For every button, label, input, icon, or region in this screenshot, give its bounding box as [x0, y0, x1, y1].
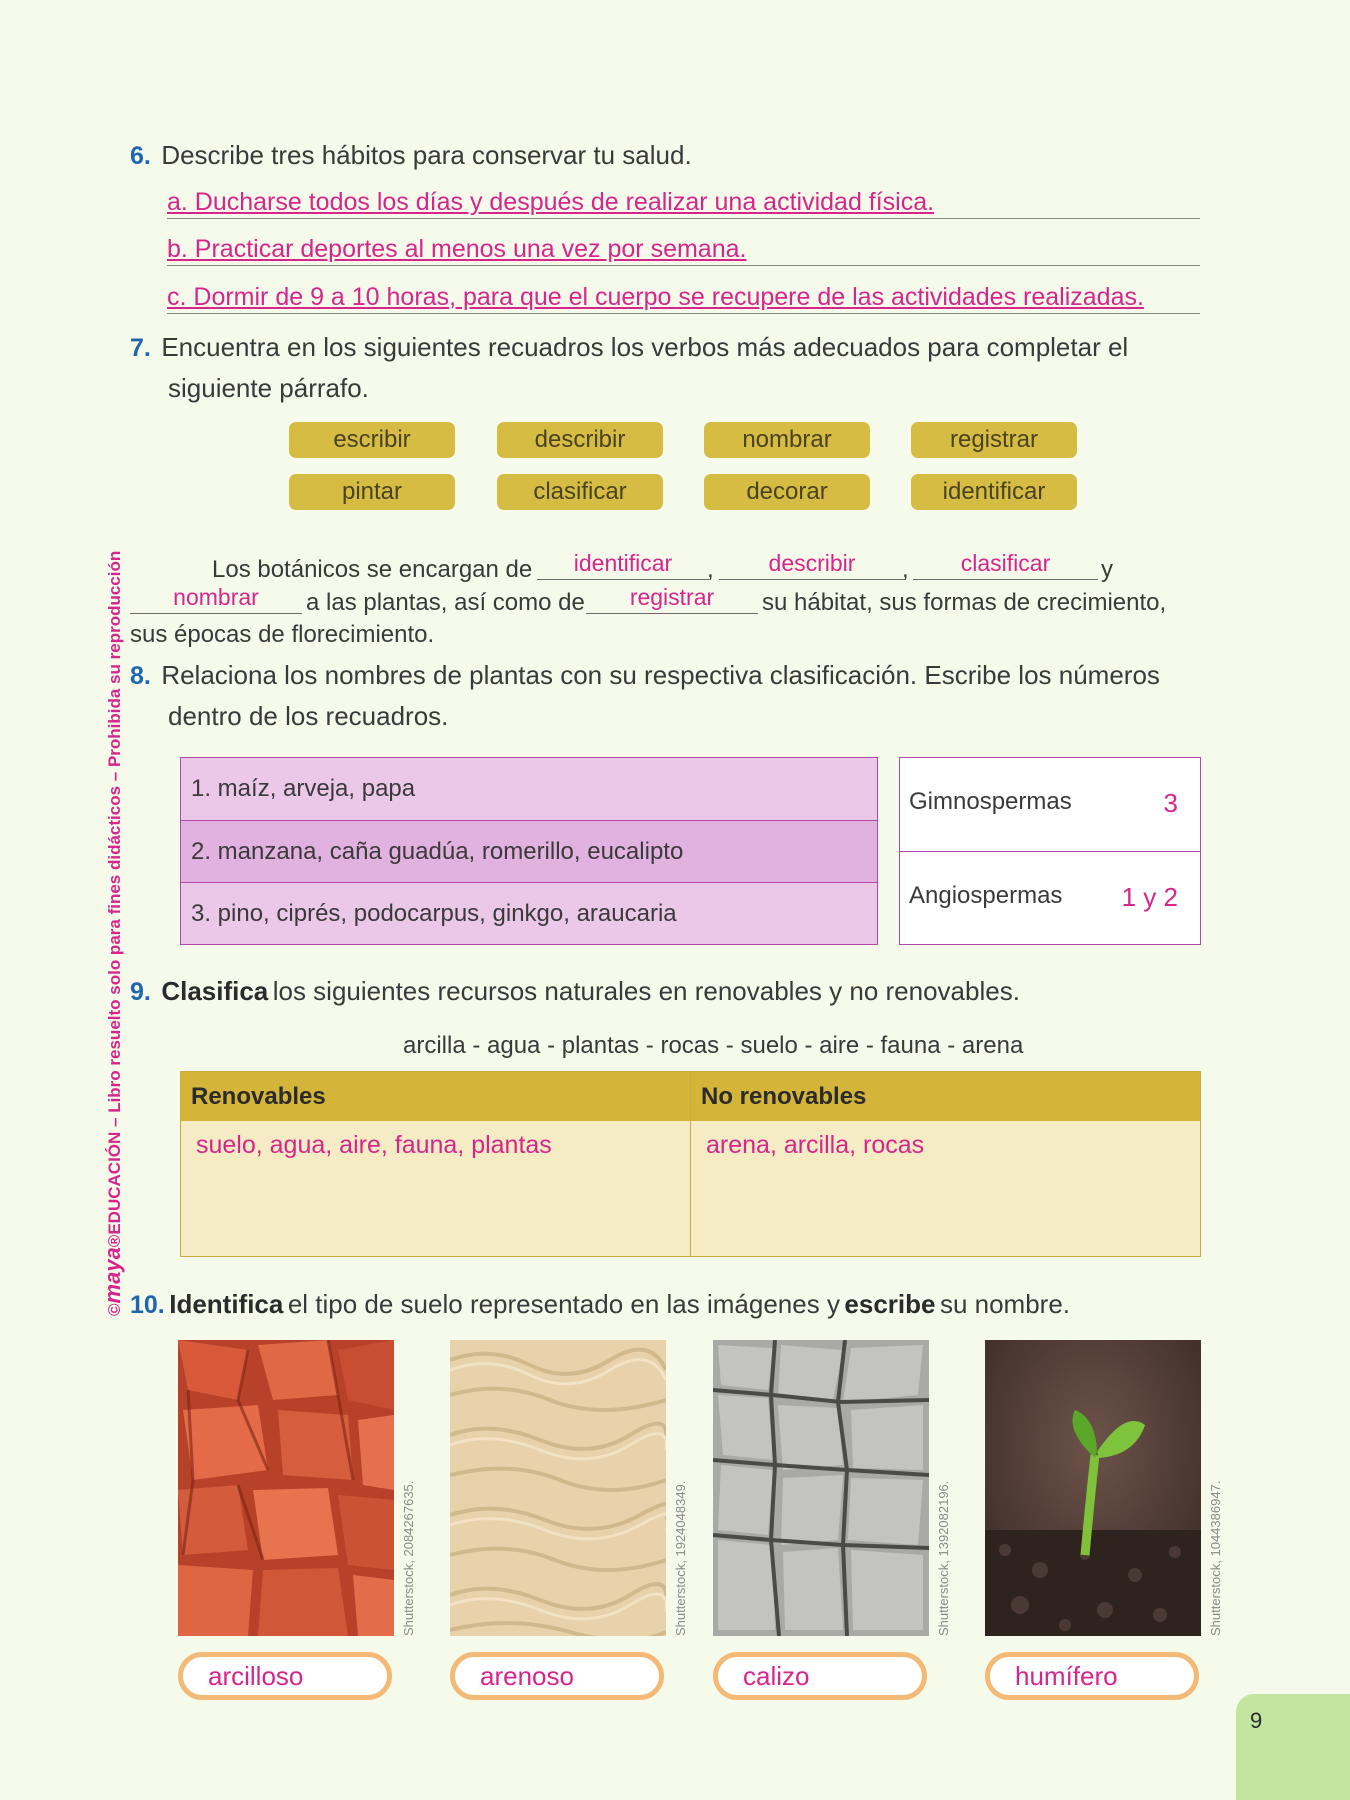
- comma: ,: [707, 556, 714, 583]
- sand-soil-image: [450, 1340, 666, 1636]
- comma: ,: [902, 556, 909, 583]
- answer-text: a. Ducharse todos los días y después de realizar una actividad física.: [167, 188, 935, 216]
- header-renovables: Renovables: [181, 1072, 691, 1121]
- photo-credit-2: Shutterstock, 1924048349.: [673, 1480, 688, 1636]
- paragraph-start: Los botánicos se encargan de: [212, 556, 533, 583]
- copyright-symbol: ©: [105, 1303, 124, 1316]
- question-number: 8.: [130, 662, 151, 690]
- plant-row-2: 2. manzana, caña guadúa, romerillo, eucalipto: [181, 820, 877, 882]
- question-text: el tipo de suelo representado en las imágenes y: [287, 1289, 840, 1319]
- photo-credit-1: Shutterstock, 2084267635.: [401, 1480, 416, 1636]
- question-text-cont: dentro de los recuadros.: [168, 701, 449, 731]
- plants-table: [180, 757, 878, 945]
- answer-box-calizo[interactable]: calizo: [713, 1652, 927, 1700]
- humus-soil-illustration: [985, 1340, 1201, 1636]
- answer-renovables[interactable]: suelo, agua, aire, fauna, plantas: [181, 1121, 691, 1256]
- question-text-end: su nombre.: [939, 1289, 1071, 1319]
- verb-chip-decorar: decorar: [704, 474, 870, 510]
- resources-table: [180, 1071, 1201, 1257]
- paragraph-last: sus épocas de florecimiento.: [130, 621, 435, 648]
- humus-soil-image: [985, 1340, 1201, 1636]
- verb-chip-describir: describir: [497, 422, 663, 458]
- question-text-cont: siguiente párrafo.: [168, 373, 369, 403]
- clay-soil-illustration: [178, 1340, 394, 1636]
- limestone-soil-illustration: [713, 1340, 929, 1636]
- class-row-angiospermas: [900, 851, 1200, 944]
- question-verb: Clasifica: [161, 976, 269, 1006]
- verb-chip-identificar: identificar: [911, 474, 1077, 510]
- classification-table: [899, 757, 1201, 945]
- paragraph-mid: a las plantas, así como de: [306, 589, 585, 616]
- table-body: [181, 1121, 1200, 1256]
- plant-row-3: 3. pino, ciprés, podocarpus, ginkgo, araucaria: [181, 882, 877, 944]
- blank-3[interactable]: clasificar: [913, 550, 1098, 580]
- class-label: Gimnospermas: [909, 788, 1072, 815]
- verb-chip-nombrar: nombrar: [704, 422, 870, 458]
- question-number: 7.: [130, 334, 151, 362]
- answer-box-humifero[interactable]: humífero: [985, 1652, 1199, 1700]
- question-text: Describe tres hábitos para conservar tu salud.: [161, 140, 692, 170]
- maya-logo: maya: [100, 1247, 125, 1304]
- page-number: 9: [1236, 1694, 1350, 1800]
- class-answer[interactable]: 1 y 2: [1121, 882, 1178, 912]
- verb-chip-escribir: escribir: [289, 422, 455, 458]
- limestone-soil-image: [713, 1340, 929, 1636]
- answer-text: c. Dormir de 9 a 10 horas, para que el cuerpo se recupere de las actividades realizadas.: [167, 283, 1144, 311]
- copyright-text: EDUCACIÓN – Libro resuelto solo para fines didácticos – Prohibida su reproducción: [105, 550, 124, 1235]
- answer-box-arcilloso[interactable]: arcilloso: [178, 1652, 392, 1700]
- class-answer[interactable]: 3: [1163, 788, 1178, 818]
- blank-5[interactable]: registrar: [586, 584, 758, 614]
- verb-chip-registrar: registrar: [911, 422, 1077, 458]
- question-number: 6.: [130, 142, 151, 170]
- photo-credit-3: Shutterstock, 1392082196.: [936, 1480, 951, 1636]
- answer-box-arenoso[interactable]: arenoso: [450, 1652, 664, 1700]
- blank-1[interactable]: identificar: [537, 550, 709, 580]
- question-6: [130, 140, 692, 171]
- question-number: 9.: [130, 978, 151, 1006]
- word-list: arcilla - agua - plantas - rocas - suelo - aire - fauna - arena: [403, 1032, 1024, 1059]
- question-9: [130, 976, 1020, 1007]
- paragraph-end: su hábitat, sus formas de crecimiento,: [762, 589, 1167, 616]
- answer-text: b. Practicar deportes al menos una vez por semana.: [167, 235, 747, 263]
- blank-2[interactable]: describir: [719, 550, 905, 580]
- plant-row-1: 1. maíz, arveja, papa: [181, 758, 877, 820]
- question-8: [130, 657, 1160, 739]
- question-verb-1: Identifica: [169, 1289, 284, 1319]
- copyright-sidebar: [100, 476, 126, 1316]
- answer-line-a[interactable]: [167, 185, 1200, 219]
- clay-soil-image: [178, 1340, 394, 1636]
- answer-no-renovables[interactable]: arena, arcilla, rocas: [706, 1131, 925, 1159]
- table-header: [181, 1072, 1200, 1121]
- question-text: los siguientes recursos naturales en renovables y no renovables.: [272, 976, 1020, 1006]
- question-text: Encuentra en los siguientes recuadros los verbos más adecuados para completar el: [161, 332, 1129, 362]
- question-text: Relaciona los nombres de plantas con su respectiva clasificación. Escribe los números: [161, 660, 1160, 690]
- conjunction-y: y: [1101, 556, 1113, 583]
- class-row-gimnospermas: [900, 758, 1200, 851]
- verb-chip-clasificar: clasificar: [497, 474, 663, 510]
- answer-line-b[interactable]: [167, 232, 1200, 266]
- question-verb-2: escribe: [844, 1289, 936, 1319]
- blank-4[interactable]: nombrar: [130, 584, 302, 614]
- answer-line-c[interactable]: [167, 280, 1200, 314]
- question-7: [130, 329, 1128, 411]
- sand-soil-illustration: [450, 1340, 666, 1636]
- question-number: 10.: [130, 1291, 165, 1319]
- class-label: Angiospermas: [909, 882, 1063, 909]
- question-10: [130, 1289, 1070, 1320]
- registered-symbol: ®: [105, 1234, 124, 1248]
- verb-chip-pintar: pintar: [289, 474, 455, 510]
- header-no-renovables: No renovables: [701, 1083, 867, 1110]
- photo-credit-4: Shutterstock, 1044386947.: [1208, 1480, 1223, 1636]
